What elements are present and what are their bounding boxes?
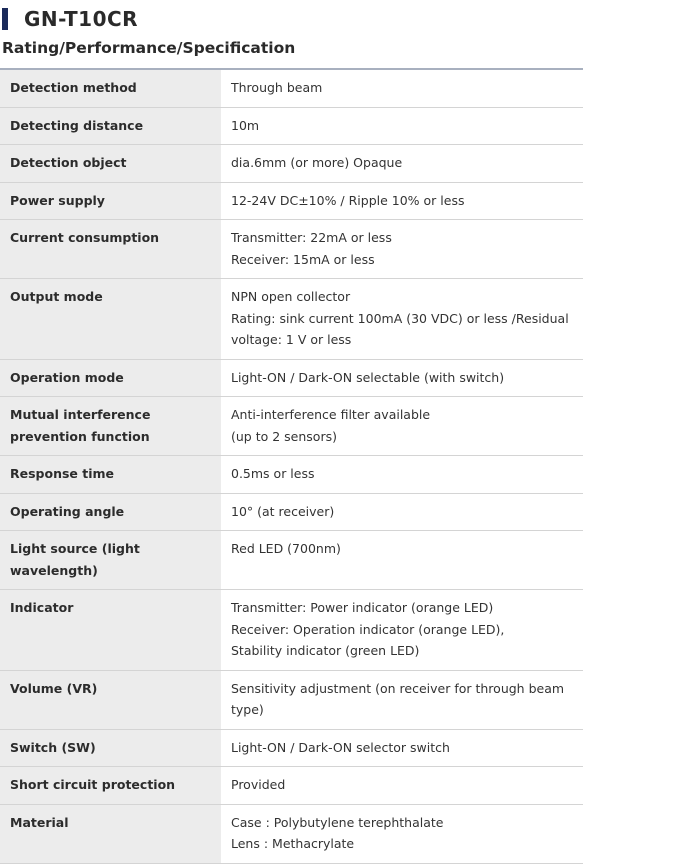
section-heading: Rating/Performance/Specification — [2, 39, 296, 57]
spec-value-line: Through beam — [231, 80, 323, 95]
spec-label: Operating angle — [0, 493, 221, 531]
table-row — [0, 145, 583, 183]
spec-value — [221, 729, 583, 767]
spec-label: Mutual interference prevention function — [0, 397, 221, 456]
spec-value-line: 12-24V DC±10% / Ripple 10% or less — [231, 192, 465, 208]
spec-value-line: NPN open collector — [231, 289, 351, 304]
spec-value — [221, 69, 583, 107]
spec-table — [0, 68, 583, 864]
spec-label: Switch (SW) — [0, 729, 221, 767]
table-row — [0, 69, 583, 107]
spec-value — [221, 804, 583, 863]
table-row — [0, 767, 583, 805]
table-row — [0, 531, 583, 590]
table-row — [0, 670, 583, 729]
spec-label: Indicator — [0, 590, 221, 671]
spec-value — [221, 359, 583, 397]
table-row — [0, 493, 583, 531]
title-accent-bar — [2, 8, 8, 30]
spec-value — [221, 456, 583, 494]
table-row — [0, 590, 583, 671]
spec-value-line: Transmitter: Power indicator (orange LED) — [231, 600, 494, 615]
spec-label: Volume (VR) — [0, 670, 221, 729]
table-row — [0, 397, 583, 456]
spec-value-line: voltage: 1 V or less — [231, 332, 352, 347]
spec-value-line: Stability indicator (green LED) — [231, 643, 420, 658]
spec-value-line: (up to 2 sensors) — [231, 428, 337, 444]
table-row — [0, 456, 583, 494]
page-title: GN-T10CR — [24, 7, 139, 31]
spec-value-line: Receiver: Operation indicator (orange LED), — [231, 621, 505, 637]
spec-value — [221, 107, 583, 145]
spec-value-line: 10° (at receiver) — [231, 503, 335, 519]
spec-label: Detection object — [0, 145, 221, 183]
spec-label: Short circuit protection — [0, 767, 221, 805]
spec-value-line: Case : Polybutylene terephthalate — [231, 814, 444, 830]
spec-value — [221, 531, 583, 590]
spec-label: Material — [0, 804, 221, 863]
spec-value — [221, 590, 583, 671]
table-row — [0, 220, 583, 279]
spec-label: Operation mode — [0, 359, 221, 397]
spec-label: Detecting distance — [0, 107, 221, 145]
spec-value-line: Lens : Methacrylate — [231, 836, 355, 851]
spec-value — [221, 182, 583, 220]
spec-value-line: Transmitter: 22mA or less — [231, 230, 392, 245]
spec-label: Output mode — [0, 279, 221, 360]
spec-value — [221, 670, 583, 729]
spec-label: Response time — [0, 456, 221, 494]
spec-value — [221, 145, 583, 183]
table-row — [0, 804, 583, 863]
spec-value-line: Receiver: 15mA or less — [231, 251, 375, 267]
table-row — [0, 279, 583, 360]
spec-value-line: Provided — [231, 777, 286, 792]
spec-value-line: Light-ON / Dark-ON selector switch — [231, 739, 450, 755]
spec-value — [221, 767, 583, 805]
spec-value-line: Sensitivity adjustment (on receiver for through beam type) — [231, 680, 565, 717]
table-row — [0, 182, 583, 220]
spec-value — [221, 397, 583, 456]
spec-value-line: Rating: sink current 100mA (30 VDC) or less /Residual — [231, 310, 569, 326]
spec-label: Current consumption — [0, 220, 221, 279]
spec-value — [221, 493, 583, 531]
table-row — [0, 359, 583, 397]
table-row — [0, 107, 583, 145]
spec-value — [221, 220, 583, 279]
spec-value-line: 0.5ms or less — [231, 466, 315, 481]
spec-value-line: 10m — [231, 117, 260, 133]
spec-value-line: Anti-interference filter available — [231, 407, 431, 422]
spec-value-line: Light-ON / Dark-ON selectable (with switch) — [231, 369, 505, 385]
spec-value — [221, 279, 583, 360]
spec-value-line: Red LED (700nm) — [231, 541, 341, 556]
spec-label: Light source (light wavelength) — [0, 531, 221, 590]
table-row — [0, 729, 583, 767]
spec-value-line: dia.6mm (or more) Opaque — [231, 155, 403, 170]
spec-label: Detection method — [0, 69, 221, 107]
page-title-block — [0, 6, 138, 32]
spec-label: Power supply — [0, 182, 221, 220]
